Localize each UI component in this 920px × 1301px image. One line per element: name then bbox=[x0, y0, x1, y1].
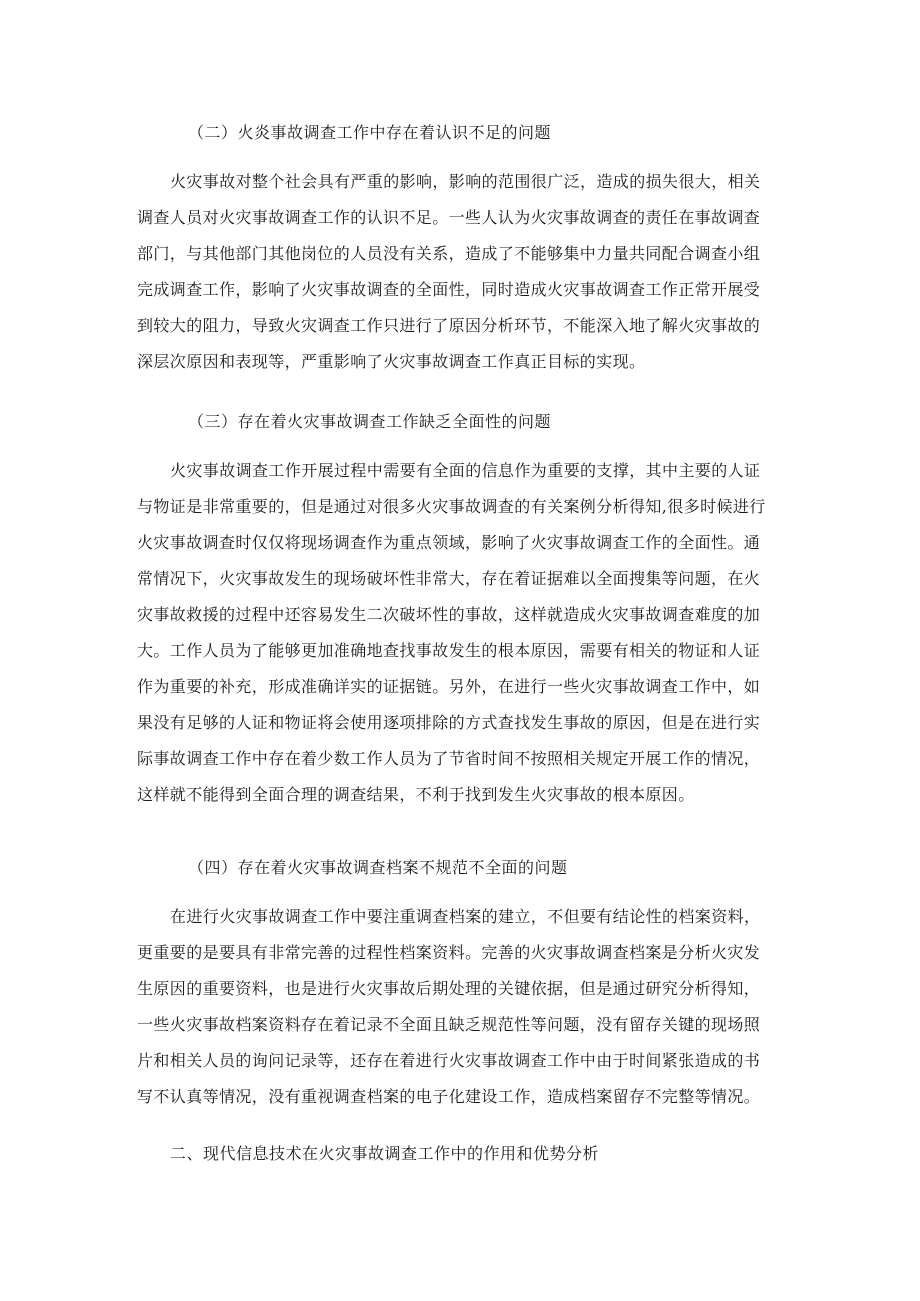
paragraph-line: 作为重要的补充，形成准确详实的证据链。另外，在进行一些火灾事故调查工作中，如 bbox=[137, 677, 761, 696]
chapter-heading: 二、现代信息技术在火灾事故调查工作中的作用和优势分析 bbox=[170, 1144, 600, 1163]
paragraph-line: 部门，与其他部门其他岗位的人员没有关系，造成了不能够集中力量共同配合调查小组 bbox=[137, 244, 761, 263]
paragraph-line: 调查人员对火灾事故调查工作的认识不足。一些人认为火灾事故调查的责任在事故调查 bbox=[137, 208, 761, 227]
paragraph-line: 果没有足够的人证和物证将会使用逐项排除的方式查找发生事故的原因，但是在进行实 bbox=[137, 713, 761, 732]
paragraph-line: 写不认真等情况，没有重视调查档案的电子化建设工作，造成档案留存不完整等情况。 bbox=[137, 1087, 761, 1106]
paragraph-line: 火灾事故调查时仅仅将现场调查作为重点领域，影响了火灾事故调查工作的全面性。通 bbox=[137, 533, 761, 552]
paragraph-line: 完成调查工作，影响了火灾事故调查的全面性，同时造成火灾事故调查工作正常开展受 bbox=[137, 280, 761, 299]
paragraph-line: 生原因的重要资料，也是进行火灾事故后期处理的关键依据，但是通过研究分析得知， bbox=[137, 979, 761, 998]
section-heading-3: （三）存在着火灾事故调查工作缺乏全面性的问题 bbox=[188, 412, 552, 431]
paragraph-line: 大。工作人员为了能够更加准确地查找事故发生的根本原因，需要有相关的物证和人证 bbox=[137, 641, 761, 660]
paragraph-line: 在进行火灾事故调查工作中要注重调查档案的建立，不但要有结论性的档案资料， bbox=[170, 907, 761, 926]
paragraph-line: 际事故调查工作中存在着少数工作人员为了节省时间不按照相关规定开展工作的情况， bbox=[137, 749, 761, 768]
section-heading-2: （二）火炎事故调查工作中存在着认识不足的问题 bbox=[188, 123, 552, 142]
section-heading-4: （四）存在着火灾事故调查档案不规范不全面的问题 bbox=[188, 858, 568, 877]
paragraph-line: 火灾事故调查工作开展过程中需要有全面的信息作为重要的支撑，其中主要的人证 bbox=[170, 461, 761, 480]
paragraph-line: 火灾事故对整个社会具有严重的影响，影响的范围很广泛，造成的损失很大，相关 bbox=[170, 172, 761, 191]
paragraph-line: 与物证是非常重要的，但是通过对很多火灾事故调查的有关案例分析得知,很多时候进行 bbox=[137, 497, 766, 516]
paragraph-line: 一些火灾事故档案资料存在着记录不全面且缺乏规范性等问题，没有留存关键的现场照 bbox=[137, 1015, 761, 1034]
paragraph-line: 这样就不能得到全面合理的调查结果，不利于找到发生火灾事故的根本原因。 bbox=[137, 785, 695, 804]
paragraph-line: 更重要的是要具有非常完善的过程性档案资料。完善的火灾事故调查档案是分析火灾发 bbox=[137, 943, 761, 962]
paragraph-line: 片和相关人员的询问记录等，还存在着进行火灾事故调查工作中由于时间紧张造成的书 bbox=[137, 1051, 761, 1070]
paragraph-line: 常情况下，火灾事故发生的现场破坏性非常大，存在着证据难以全面搜集等问题，在火 bbox=[137, 569, 761, 588]
paragraph-line: 灾事故救援的过程中还容易发生二次破坏性的事故，这样就造成火灾事故调查难度的加 bbox=[137, 605, 761, 624]
paragraph-line: 到较大的阻力，导致火灾调查工作只进行了原因分析环节，不能深入地了解火灾事故的 bbox=[137, 316, 761, 335]
paragraph-line: 深层次原因和表现等，严重影响了火灾事故调查工作真正目标的实现。 bbox=[137, 352, 646, 371]
